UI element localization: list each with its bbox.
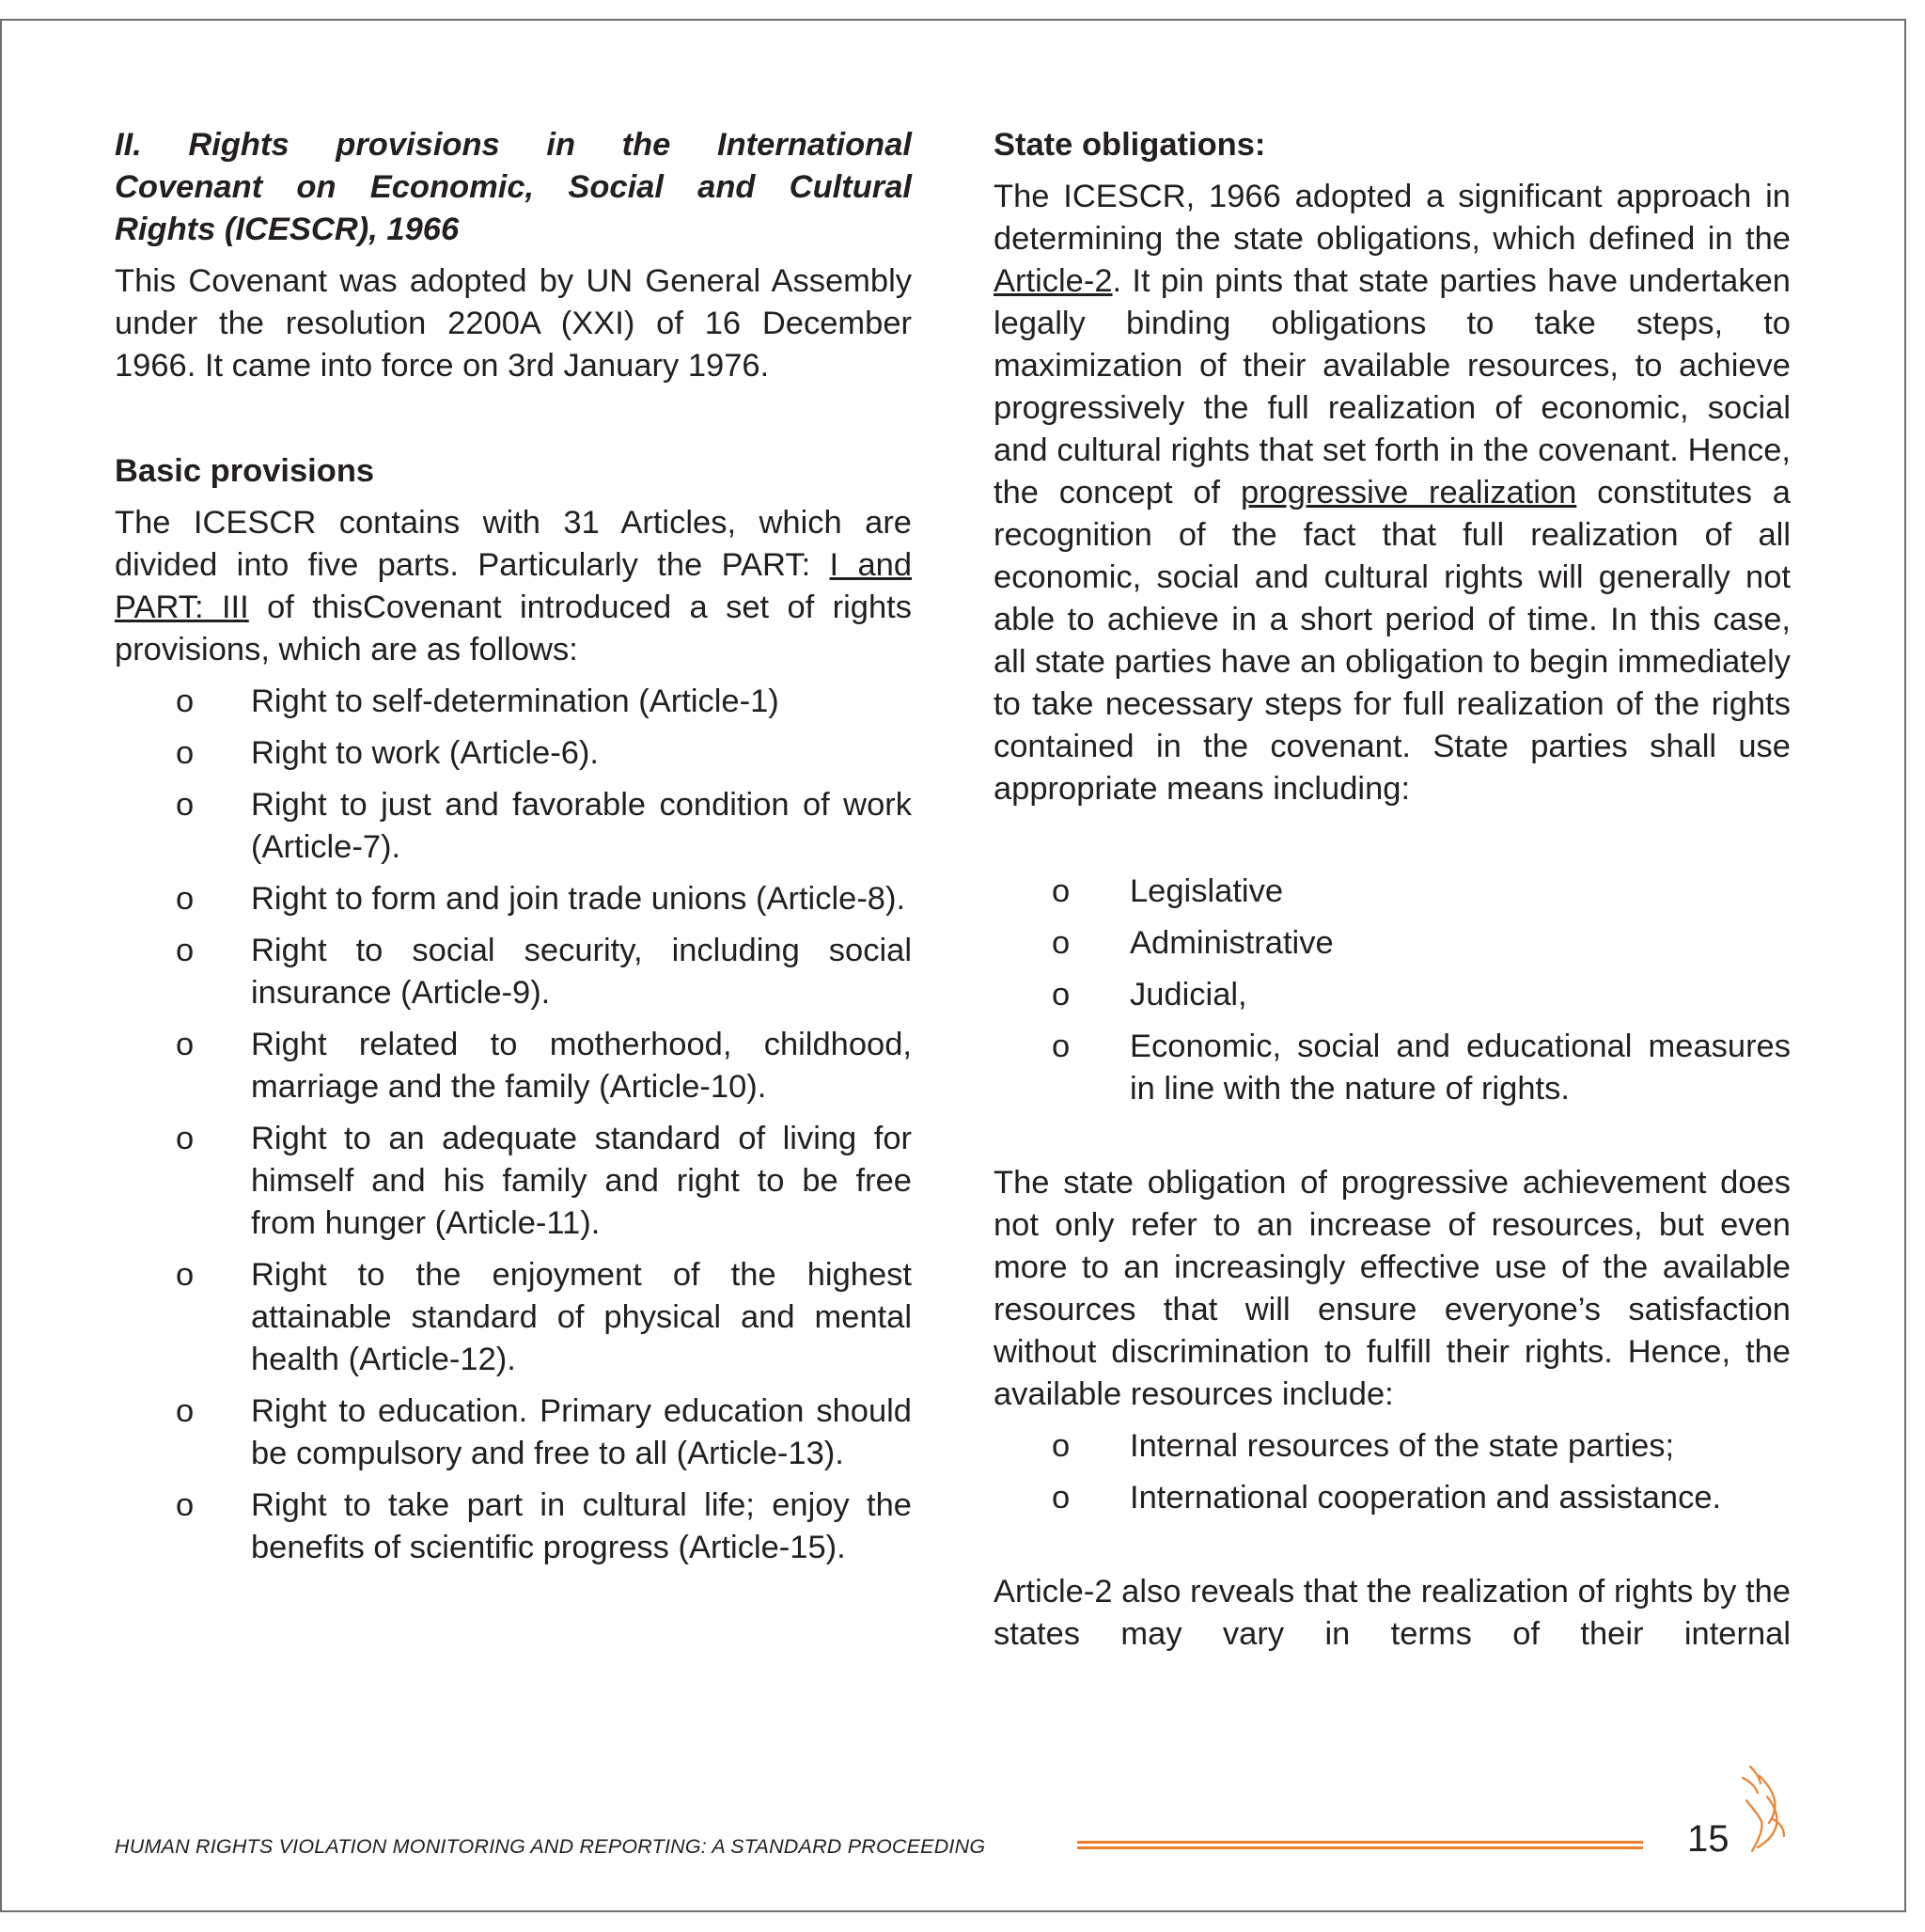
bullet-mark: o: [176, 933, 195, 968]
list-item-text: Right to work (Article-6).: [251, 735, 599, 771]
bullet-mark: o: [176, 1257, 195, 1293]
list-item-text: International cooperation and assistance.: [1130, 1480, 1722, 1516]
underlined-reference: I and PART: III: [115, 547, 913, 625]
footer-title: HUMAN RIGHTS VIOLATION MONITORING AND REPORTING: A STANDARD PROCEEDING: [115, 1835, 986, 1858]
list-item: [994, 922, 1791, 965]
article-2-paragraph: Article-2 also reveals that the realization of rights by the states may vary in terms of their internal: [994, 1574, 1791, 1652]
resources-list: [994, 1425, 1791, 1519]
bullet-mark: o: [176, 1027, 195, 1062]
bullet-mark: o: [176, 787, 195, 823]
text-run: . It pin pints that state parties have undertaken legally binding obligations to take steps, to maximization of their available resources, to achieve progressively the full realization of economic, social and cultural rights that set forth in the covenant. Hence, the concept of: [994, 263, 1791, 510]
rights-list: [115, 681, 912, 1569]
list-item-text: Right to just and favorable condition of work (Article-7).: [251, 787, 912, 865]
list-item: [115, 1390, 912, 1475]
bullet-mark: o: [176, 735, 195, 771]
intro-paragraph: This Covenant was adopted by UN General Assembly under the resolution 2200A (XXI) of 16 December 1966. It came into force on 3rd January 1976.: [115, 263, 912, 384]
bullet-mark: o: [176, 1121, 195, 1156]
list-item: [115, 732, 912, 775]
page-number: 15: [1687, 1818, 1729, 1860]
list-item-text: Administrative: [1130, 925, 1334, 961]
state-obligations-title: State obligations:: [994, 127, 1266, 163]
text-run: The ICESCR, 1966 adopted a significant approach in determining the state obligations, which defined in the: [994, 179, 1791, 257]
underlined-reference: progressive realization: [1240, 475, 1577, 510]
bullet-mark: o: [1052, 1428, 1071, 1464]
list-item: [115, 930, 912, 1014]
resources-paragraph: The state obligation of progressive achievement does not only refer to an increase of resources, but even more to an increasingly effective use of the available resources that will ensure everyone’s satisfaction without discrimination to fulfill their rights. Hence, the available resources include:: [994, 1165, 1791, 1412]
footer-rule: [1077, 1841, 1643, 1854]
obligations-paragraph: [994, 176, 1791, 810]
list-item-text: Right to take part in cultural life; enjoy the benefits of scientific progress (Article-15).: [251, 1487, 912, 1565]
basic-provisions-title: Basic provisions: [115, 453, 375, 489]
list-item-text: Right to the enjoyment of the highest attainable standard of physical and mental health (Article-12).: [251, 1257, 912, 1377]
bullet-mark: o: [176, 881, 195, 917]
list-item-text: Right related to motherhood, childhood, marriage and the family (Article-10).: [251, 1027, 912, 1105]
basic-provisions-paragraph: [115, 502, 912, 671]
list-item-text: Legislative: [1130, 873, 1284, 909]
heading-line: Covenant on Economic, Social and Cultural: [115, 169, 912, 205]
heading-line: Rights (ICESCR), 1966: [115, 212, 460, 247]
bullet-mark: o: [176, 1393, 195, 1429]
list-item-text: Right to education. Primary education should be compulsory and free to all (Article-13).: [251, 1393, 912, 1471]
section-heading: [115, 124, 912, 251]
bullet-mark: o: [1052, 1029, 1071, 1064]
list-item: [115, 784, 912, 869]
bullet-mark: o: [176, 1487, 195, 1523]
list-item: [994, 974, 1791, 1016]
list-item: [115, 1118, 912, 1245]
list-item: [115, 1024, 912, 1108]
means-list: [994, 871, 1791, 1110]
list-item: [115, 1254, 912, 1381]
left-column: [115, 124, 912, 1579]
list-item-text: Right to form and join trade unions (Article-8).: [251, 881, 906, 917]
heading-line: II. Rights provisions in the International: [115, 127, 912, 163]
list-item: [115, 1484, 912, 1569]
text-run: constitutes a recognition of the fact that full realization of all economic, social and cultural rights will generally not able to achieve in a short period of time. In this case, all state parties have an obligation to begin immediately to take necessary steps for full realization of the rights contained in the covenant. State parties shall use appropriate means including:: [994, 475, 1791, 807]
list-item: [994, 1425, 1791, 1468]
bullet-mark: o: [1052, 1480, 1071, 1516]
list-item-text: Internal resources of the state parties;: [1130, 1428, 1675, 1464]
underlined-reference: Article-2: [994, 263, 1113, 299]
bullet-mark: o: [1052, 873, 1071, 909]
list-item: [115, 681, 912, 723]
list-item-text: Right to an adequate standard of living for himself and his family and right to be free from hunger (Article-11).: [251, 1121, 912, 1241]
list-item-text: Right to social security, including social insurance (Article-9).: [251, 933, 912, 1011]
figure-logo-icon: [1731, 1763, 1790, 1855]
text-run: The ICESCR contains with 31 Articles, which are divided into five parts. Particularly the PART:: [115, 505, 912, 583]
text-run: of thisCovenant introduced a set of rights provisions, which are as follows:: [115, 589, 912, 668]
bullet-mark: o: [176, 683, 195, 719]
list-item: [994, 1026, 1791, 1110]
bullet-mark: o: [1052, 977, 1071, 1013]
list-item-text: Right to self-determination (Article-1): [251, 683, 779, 719]
list-item-text: Economic, social and educational measures in line with the nature of rights.: [1130, 1029, 1791, 1107]
list-item: [994, 871, 1791, 913]
list-item: [994, 1477, 1791, 1519]
bullet-mark: o: [1052, 925, 1071, 961]
list-item-text: Judicial,: [1130, 977, 1247, 1013]
right-column: [994, 124, 1791, 1656]
list-item: [115, 878, 912, 920]
